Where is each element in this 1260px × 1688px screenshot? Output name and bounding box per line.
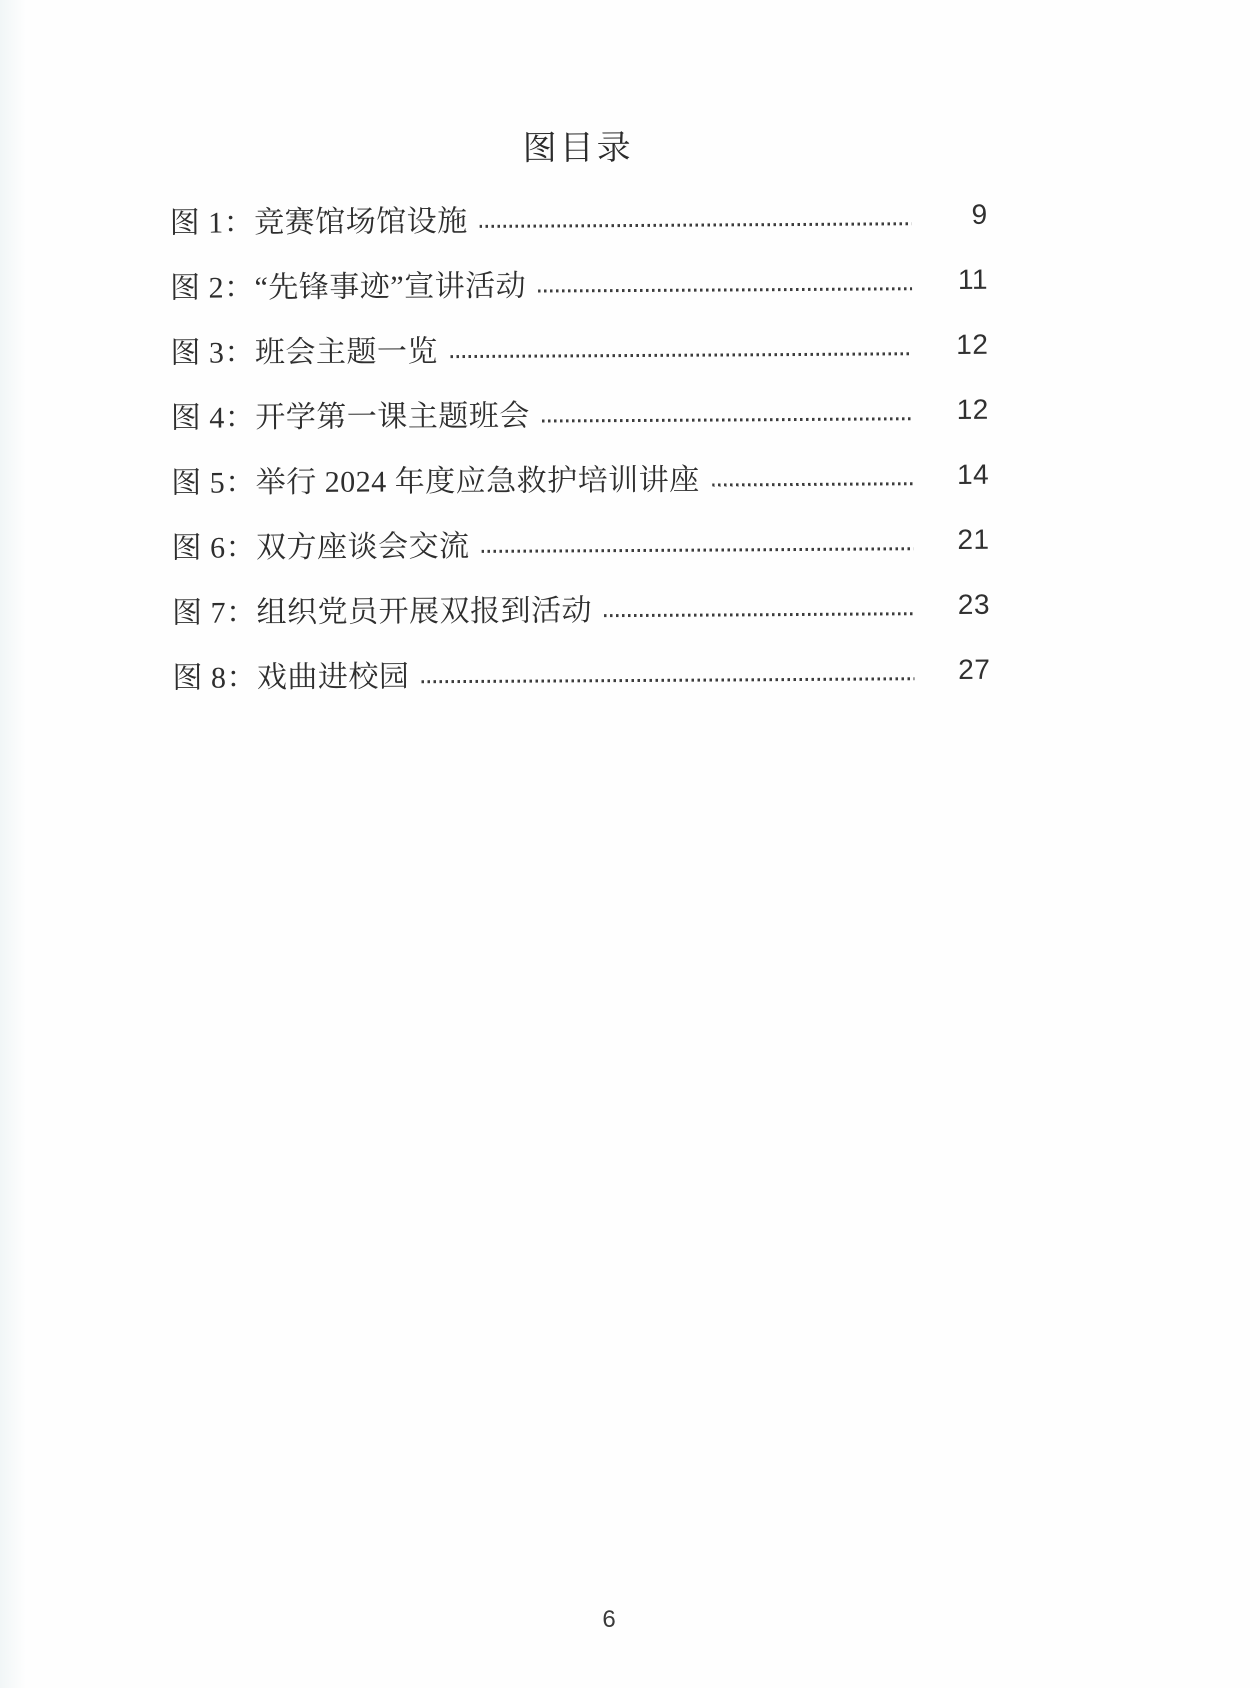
toc-entry-label: 图 1：竞赛馆场馆设施 <box>169 204 468 240</box>
toc-entry <box>170 312 988 382</box>
toc-entry <box>169 182 987 252</box>
toc-entry-label: 图 5：举行 2024 年度应急救护培训讲座 <box>171 463 700 500</box>
toc-entry-page-number: 27 <box>958 653 991 685</box>
toc-entry-page-number: 12 <box>956 393 989 425</box>
toc-entry-page-number: 21 <box>957 523 990 555</box>
toc-entry-label: 图 6：双方座谈会交流 <box>171 529 470 565</box>
toc-entry-label: 图 3：班会主题一览 <box>170 334 439 370</box>
toc-entry-page-number: 11 <box>957 263 989 295</box>
dot-leader <box>421 677 914 683</box>
toc-entry <box>171 507 989 577</box>
dot-leader <box>542 417 913 422</box>
toc-entry-page-number: 9 <box>971 198 988 230</box>
toc-entry-label: 图 4：开学第一课主题班会 <box>170 399 530 435</box>
dot-leader <box>482 547 914 553</box>
toc-entry-page-number: 14 <box>956 458 990 490</box>
toc-entry-page-number: 12 <box>956 328 989 360</box>
dot-leader <box>450 352 913 358</box>
toc-entry-label: 图 8：戏曲进校园 <box>172 659 410 695</box>
figure-toc-title: 图目录 <box>522 129 634 168</box>
dot-leader <box>480 222 912 228</box>
page-number-footer: 6 <box>602 1606 616 1633</box>
toc-entry <box>172 572 990 642</box>
toc-entry <box>170 247 988 317</box>
dot-leader <box>604 612 914 617</box>
scanned-content <box>0 0 1260 708</box>
dot-leader <box>538 287 912 292</box>
toc-entry <box>171 377 989 447</box>
toc-entry <box>172 637 990 707</box>
toc-entry <box>171 442 989 512</box>
toc-entry-label: 图 2：“先锋事迹”宣讲活动 <box>169 269 527 305</box>
toc-entry-page-number: 23 <box>957 588 991 620</box>
figure-toc-list <box>169 182 990 707</box>
toc-entry-label: 图 7：组织党员开展双报到活动 <box>171 593 593 630</box>
dot-leader <box>712 482 914 486</box>
